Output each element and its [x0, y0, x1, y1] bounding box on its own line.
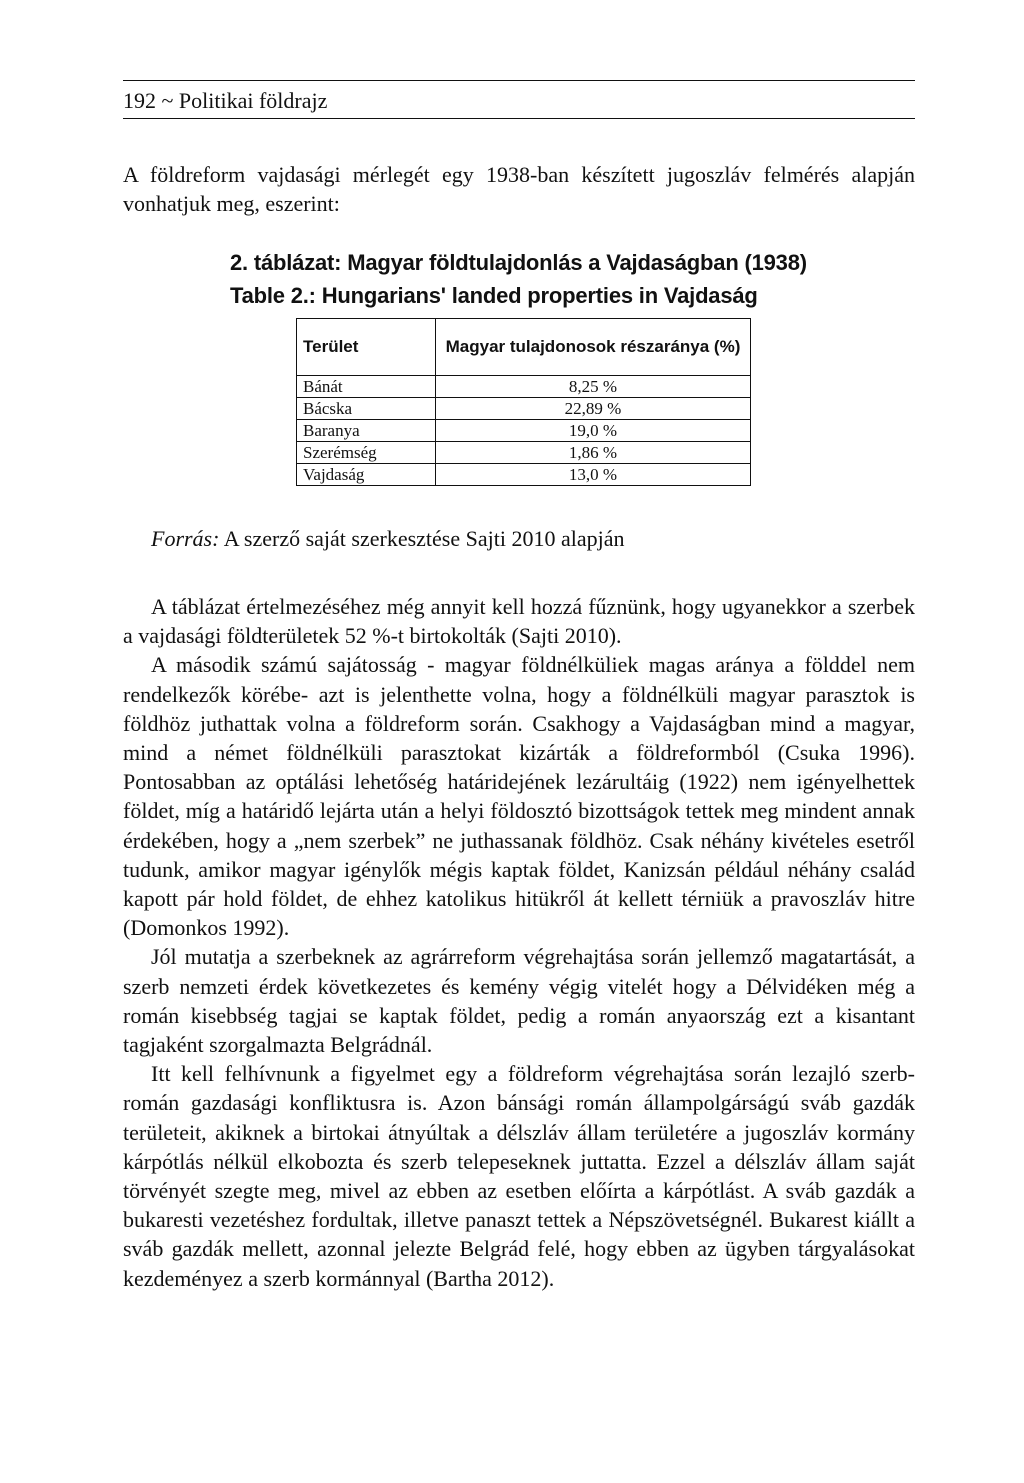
- table-row: [297, 442, 751, 464]
- body-paragraph: A második számú sajátosság - magyar földnélküliek magas aránya a földdel nem rendelkezők körébe- azt is jelenthette volna, hogy a földnélküli magyar parasztok is földhöz juthattak volna a földreform során. Csakhogy a Vajdaságban mind a magyar, mind a német földnélküli parasztokat kizárták a földreformból (Csuka 1996). Pontosabban az optálási lehetőség határidejének lezárultáig (1922) nem igényelhettek földet, míg a határidő lejárta után a helyi földosztó bizottságok tettek meg mindent annak érdekében, hogy a „nem szerbek” ne juthassanak földhöz. Csak néhány kivételes esetről tudunk, amikor magyar igénylők mégis kaptak földet, Kanizsán például néhány család kapott pár hold földet, de ehhez katolikus hitükről át kellett térniük a pravoszláv hitre (Domonkos 1992).: [123, 652, 915, 941]
- intro-paragraph: A földreform vajdasági mérlegét egy 1938-ban készített jugoszláv felmérés alapján vonhatjuk meg, eszerint:: [123, 162, 915, 216]
- column-header-area: Terület: [297, 319, 436, 376]
- area-cell: Bánát: [297, 376, 436, 398]
- body-paragraph: Itt kell felhívnunk a figyelmet egy a földreform végrehajtása során lezajló szerb-román gazdasági konfliktusra is. Azon bánsági román állampolgárságú sváb gazdák területeit, akiknek a birtokai átnyúltak a délszláv állam területére a jugoszláv kormány kárpótlás nélkül elkobozta és szerb telepeseknek juttatta. Ezzel a délszláv állam saját törvényét szegte meg, mivel az ebben az esetben előírta a kárpótlást. A sváb gazdák a bukaresti vezetéshez fordultak, illetve panaszt tettek a Népszövetségnél. Bukarest kiállt a sváb gazdák mellett, azonnal jelezte Belgrád felé, hogy ebben az ügyben tárgyalásokat kezdeményez a szerb kormánnyal (Bartha 2012).: [123, 1061, 915, 1291]
- page-number: 192: [123, 88, 156, 113]
- area-cell: Szerémség: [297, 442, 436, 464]
- body-paragraph: A táblázat értelmezéséhez még annyit kell hozzá fűznünk, hogy ugyanekkor a szerbek a vajdasági földterületek 52 %-t birtokolták (Sajti 2010).: [123, 594, 915, 649]
- ownership-table: [296, 318, 751, 486]
- running-title: Politikai földrajz: [178, 88, 328, 113]
- table-row: [297, 376, 751, 398]
- running-head: [123, 88, 915, 114]
- column-header-share: Magyar tulajdonosok részaránya (%): [436, 319, 751, 376]
- share-cell: 1,86 %: [436, 442, 751, 464]
- area-cell: Baranya: [297, 420, 436, 442]
- body-text: [123, 592, 915, 1293]
- table-row: [297, 420, 751, 442]
- table-source: [151, 525, 911, 553]
- header-separator: ~: [161, 88, 174, 113]
- table-caption-hu: 2. táblázat: Magyar földtulajdonlás a Vajdaságban (1938): [230, 250, 807, 275]
- table-caption-en: Table 2.: Hungarians' landed properties in Vajdaság: [230, 283, 758, 308]
- area-cell: Vajdaság: [297, 464, 436, 486]
- table-row: [297, 398, 751, 420]
- body-paragraph: Jól mutatja a szerbeknek az agrárreform végrehajtása során jellemző magatartását, a szerb nemzeti érdek következetes és kemény végig vitelét hogy a Délvidéken még a román kisebbség tagjai se kaptak földet, pedig a román anyaország ezt a kisantant tagjaként szorgalmazta Belgrádnál.: [123, 944, 915, 1058]
- table-captions: [230, 246, 850, 312]
- share-cell: 8,25 %: [436, 376, 751, 398]
- table-row: [297, 464, 751, 486]
- share-cell: 13,0 %: [436, 464, 751, 486]
- table-header-row: [297, 319, 751, 376]
- header-top-rule: [123, 80, 915, 81]
- source-label: Forrás:: [151, 526, 220, 551]
- share-cell: 22,89 %: [436, 398, 751, 420]
- area-cell: Bácska: [297, 398, 436, 420]
- share-cell: 19,0 %: [436, 420, 751, 442]
- source-text: A szerző saját szerkesztése Sajti 2010 alapján: [223, 526, 625, 551]
- header-rule: [123, 118, 915, 119]
